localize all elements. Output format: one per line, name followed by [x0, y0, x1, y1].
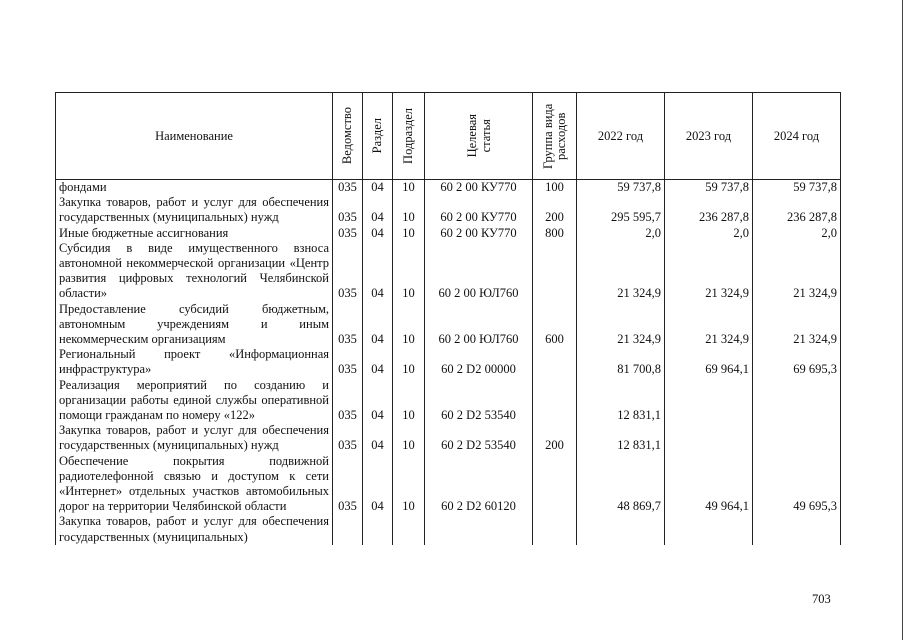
cell-subsection: 10 [393, 241, 425, 302]
cell-2024: 69 695,3 [753, 347, 841, 377]
table-row [56, 423, 841, 453]
cell-2023: 21 324,9 [665, 241, 753, 302]
table-row [56, 514, 841, 544]
header-subsection-cell [393, 93, 425, 180]
cell-target-article: 60 2 00 ЮЛ760 [425, 241, 533, 302]
cell-name: Закупка товаров, работ и услуг для обеспечения государственных (муниципальных) нужд [56, 195, 333, 225]
cell-section: 04 [363, 423, 393, 453]
cell-2024 [753, 423, 841, 453]
cell-2022: 81 700,8 [577, 347, 665, 377]
cell-name: Закупка товаров, работ и услуг для обеспечения государственных (муниципальных) нужд [56, 423, 333, 453]
cell-section [363, 514, 393, 544]
cell-2023: 59 737,8 [665, 180, 753, 196]
cell-2024: 2,0 [753, 226, 841, 241]
header-name: Наименование [56, 93, 333, 180]
cell-department: 035 [333, 241, 363, 302]
cell-2024: 236 287,8 [753, 195, 841, 225]
header-row [56, 93, 841, 180]
scan-edge [902, 0, 903, 640]
budget-table [55, 92, 841, 545]
cell-2023 [665, 378, 753, 424]
cell-name: Закупка товаров, работ и услуг для обеспечения государственных (муниципальных) [56, 514, 333, 544]
cell-2023 [665, 423, 753, 453]
cell-expense-group [533, 514, 577, 544]
cell-subsection: 10 [393, 226, 425, 241]
cell-2024: 59 737,8 [753, 180, 841, 196]
cell-subsection: 10 [393, 195, 425, 225]
header-target-cell [425, 93, 533, 180]
header-2024: 2024 год [753, 93, 841, 180]
cell-department: 035 [333, 423, 363, 453]
page-number: 703 [812, 592, 831, 606]
cell-name: Реализация мероприятий по созданию и организации работы единой службы оперативной помощи гражданам по номеру «122» [56, 378, 333, 424]
cell-2022: 12 831,1 [577, 378, 665, 424]
header-section-cell [363, 93, 393, 180]
table-row [56, 226, 841, 241]
header-target-line1: Целевая [464, 114, 479, 158]
cell-target-article: 60 2 00 ЮЛ760 [425, 302, 533, 348]
cell-subsection: 10 [393, 378, 425, 424]
cell-section: 04 [363, 302, 393, 348]
table-body [56, 180, 841, 545]
cell-expense-group [533, 378, 577, 424]
cell-2023: 49 964,1 [665, 454, 753, 515]
cell-name: Региональный проект «Информационная инфраструктура» [56, 347, 333, 377]
cell-subsection: 10 [393, 302, 425, 348]
header-expense-group-cell [533, 93, 577, 180]
cell-2023: 236 287,8 [665, 195, 753, 225]
table-row [56, 302, 841, 348]
cell-department: 035 [333, 378, 363, 424]
cell-2023: 2,0 [665, 226, 753, 241]
cell-target-article: 60 2 D2 60120 [425, 454, 533, 515]
cell-section: 04 [363, 347, 393, 377]
cell-target-article: 60 2 00 КУ770 [425, 180, 533, 196]
cell-department: 035 [333, 454, 363, 515]
cell-name: Обеспечение покрытия подвижной радиотелефонной связью и доступом к сети «Интернет» отдельных участков автомобильных дорог на территории Челябинской области [56, 454, 333, 515]
header-department-cell [333, 93, 363, 180]
header-section: Раздел [370, 118, 384, 154]
table-row [56, 241, 841, 302]
header-target-line2: статья [478, 119, 493, 153]
table-row [56, 454, 841, 515]
cell-2023: 21 324,9 [665, 302, 753, 348]
cell-expense-group [533, 241, 577, 302]
cell-2024 [753, 378, 841, 424]
header-target [465, 114, 493, 157]
cell-subsection: 10 [393, 454, 425, 515]
table-row [56, 180, 841, 196]
cell-section: 04 [363, 378, 393, 424]
cell-2022: 295 595,7 [577, 195, 665, 225]
cell-2024: 49 695,3 [753, 454, 841, 515]
cell-section: 04 [363, 180, 393, 196]
cell-2022: 21 324,9 [577, 241, 665, 302]
cell-target-article: 60 2 00 КУ770 [425, 195, 533, 225]
table-row [56, 347, 841, 377]
cell-department [333, 514, 363, 544]
cell-2023: 69 964,1 [665, 347, 753, 377]
cell-2024 [753, 514, 841, 544]
cell-2022: 59 737,8 [577, 180, 665, 196]
cell-2022: 21 324,9 [577, 302, 665, 348]
cell-target-article: 60 2 D2 53540 [425, 378, 533, 424]
cell-department: 035 [333, 195, 363, 225]
cell-target-article: 60 2 D2 53540 [425, 423, 533, 453]
cell-expense-group: 200 [533, 195, 577, 225]
cell-2023 [665, 514, 753, 544]
header-department: Ведомство [340, 107, 354, 165]
cell-2024: 21 324,9 [753, 302, 841, 348]
cell-2022 [577, 514, 665, 544]
cell-expense-group [533, 454, 577, 515]
cell-2022: 48 869,7 [577, 454, 665, 515]
cell-expense-group: 800 [533, 226, 577, 241]
cell-2024: 21 324,9 [753, 241, 841, 302]
table-row [56, 378, 841, 424]
cell-name: Предоставление субсидий бюджетным, автономным учреждениям и иным некоммерческим организациям [56, 302, 333, 348]
header-subsection: Подраздел [401, 108, 415, 164]
cell-target-article [425, 514, 533, 544]
cell-subsection: 10 [393, 423, 425, 453]
cell-2022: 12 831,1 [577, 423, 665, 453]
cell-subsection: 10 [393, 347, 425, 377]
cell-section: 04 [363, 195, 393, 225]
cell-target-article: 60 2 D2 00000 [425, 347, 533, 377]
cell-name: Субсидия в виде имущественного взноса автономной некоммерческой организации «Центр развития цифровых технологий Челябинской области» [56, 241, 333, 302]
cell-expense-group: 100 [533, 180, 577, 196]
header-expense-group: Группа вида расходов [540, 103, 568, 169]
cell-department: 035 [333, 302, 363, 348]
cell-2022: 2,0 [577, 226, 665, 241]
cell-department: 035 [333, 347, 363, 377]
cell-name: Иные бюджетные ассигнования [56, 226, 333, 241]
cell-target-article: 60 2 00 КУ770 [425, 226, 533, 241]
cell-section: 04 [363, 241, 393, 302]
cell-section: 04 [363, 454, 393, 515]
cell-expense-group [533, 347, 577, 377]
cell-department: 035 [333, 226, 363, 241]
cell-section: 04 [363, 226, 393, 241]
cell-subsection: 10 [393, 180, 425, 196]
cell-expense-group: 200 [533, 423, 577, 453]
cell-subsection [393, 514, 425, 544]
table-row [56, 195, 841, 225]
cell-department: 035 [333, 180, 363, 196]
header-2023: 2023 год [665, 93, 753, 180]
header-2022: 2022 год [577, 93, 665, 180]
cell-expense-group: 600 [533, 302, 577, 348]
cell-name: фондами [56, 180, 333, 196]
